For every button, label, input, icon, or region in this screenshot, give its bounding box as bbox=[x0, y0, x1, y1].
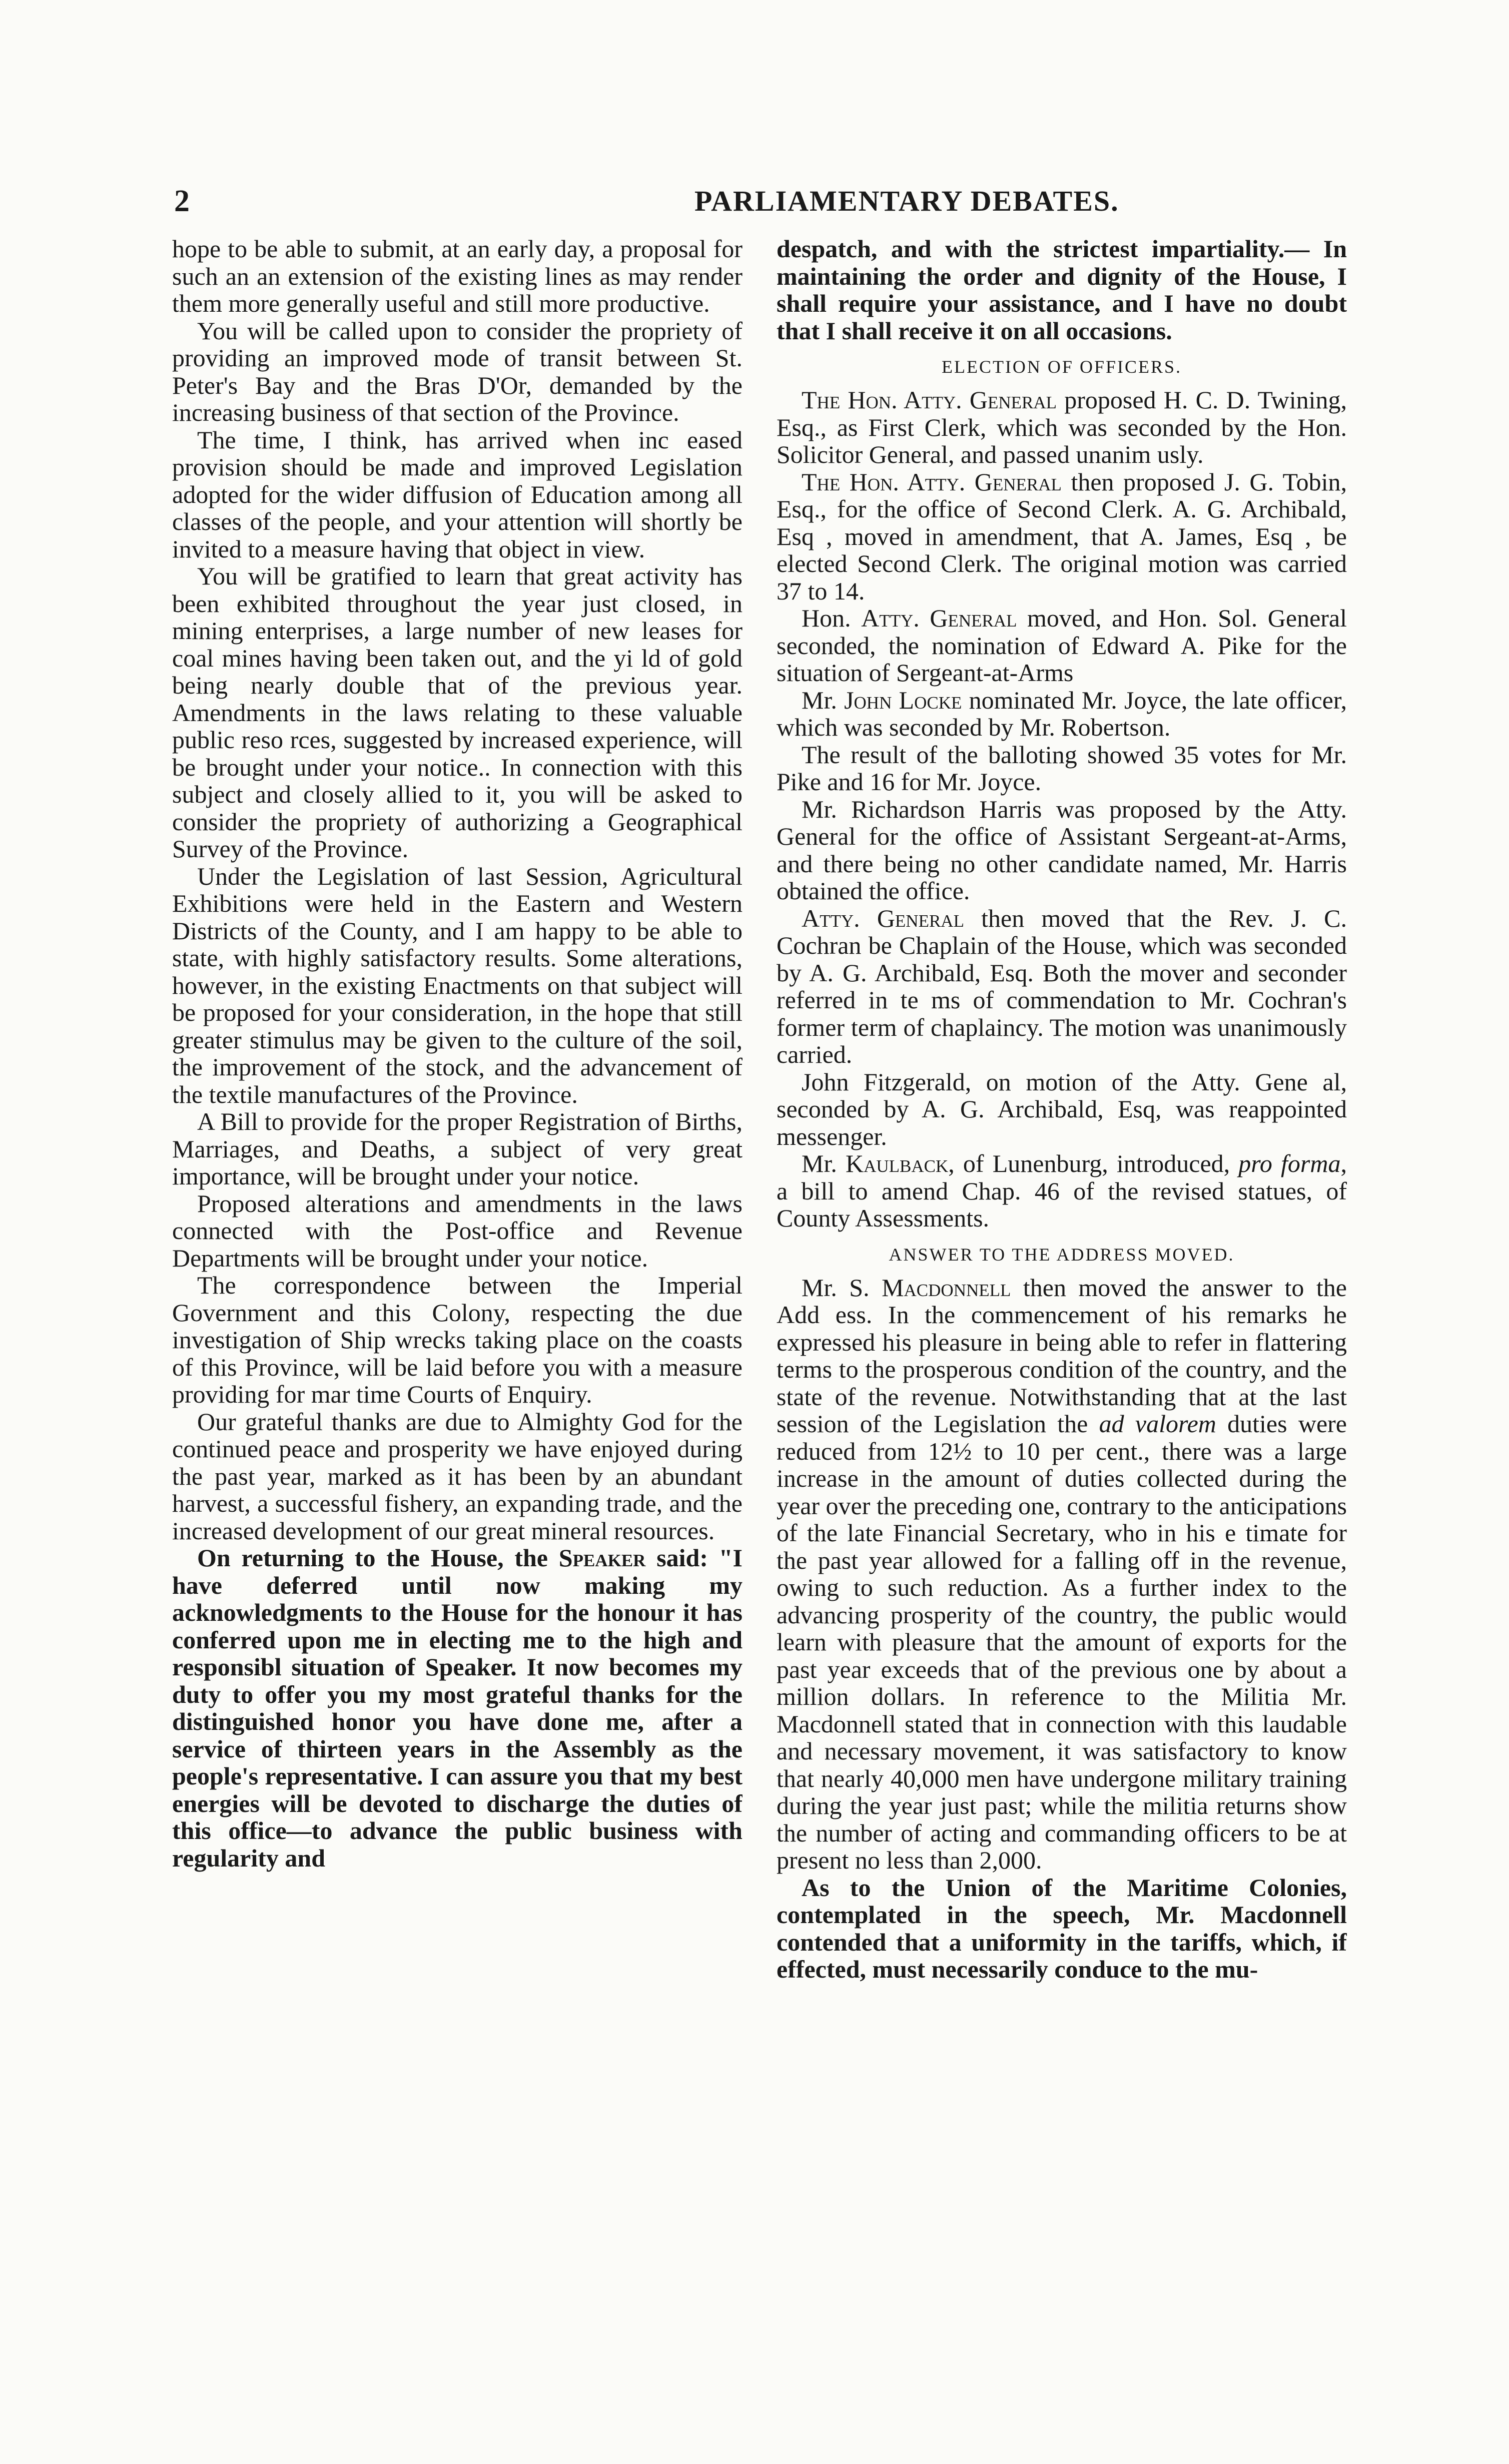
right-column bbox=[777, 235, 1347, 2312]
paragraph-text: Hon. bbox=[802, 604, 862, 632]
italic-term: pro forma bbox=[1238, 1149, 1341, 1177]
speaker-speech: said: "I have deferred until now making my acknowledgments to the House for the honour it has conferred upon me in electing me to the high and responsibl situation of Speaker. It now becomes my duty to offer you my most grateful thanks for the distinguished honor you have done me, after a service of thirteen years in the Assembly as the people's representative. I can assure you that my best energies will be devoted to discharge the duties of this office—to advance the public business with regularity and bbox=[172, 1544, 742, 1872]
speaker-name: The Hon. Atty. General bbox=[802, 386, 1057, 414]
speaker-continuation: despatch, and with the strictest impartiality.— In maintaining the order and dignity of the House, I shall require your assistance, and I have no doubt that I shall receive it on all occasions. bbox=[777, 235, 1347, 345]
paragraph: You will be called upon to consider the propriety of providing an improved mode of transit between St. Peter's Bay and the Bras D'Or, demanded by the increasing business of that section of the Province. bbox=[172, 316, 742, 426]
paragraph-text: Mr. bbox=[802, 686, 845, 714]
paragraph-text: , of Lunenburg, introduced, bbox=[948, 1149, 1239, 1177]
speaker-intro: On returning to the House, the bbox=[197, 1544, 559, 1572]
paragraph: Our grateful thanks are due to Almighty God for the continued peace and prosperity we have enjoyed during the past year, marked as it has been by an abundant harvest, a successful fishery, an expanding trade, and the increased development of our great mineral resources. bbox=[172, 1407, 742, 1545]
left-column bbox=[172, 235, 742, 2312]
paragraph: You will be gratified to learn that great activity has been exhibited throughout the year just closed, in mining enterprises, a large number of new leases for coal mines having been taken out, and the yi ld of gold being nearly double that of the previous year. Amendments in the laws relating to these valuable public reso rces, suggested by increased experience, will be brought under your notice.. In connection with this subject and closely allied to it, you will be asked to consider the propriety of authorizing a Geographical Survey of the Province. bbox=[172, 562, 742, 863]
speaker-name: The Hon. Atty. General bbox=[802, 467, 1062, 496]
section-heading-election: ELECTION OF OFFICERS. bbox=[941, 357, 1182, 377]
paragraph: The time, I think, has arrived when inc eased provision should be made and improved Legislation adopted for the wider diffusion of Education among all classes of the people, and your attention will shortly be invited to a measure having that object in view. bbox=[172, 425, 742, 563]
paragraph: The result of the balloting showed 35 votes for Mr. Pike and 16 for Mr. Joyce. bbox=[777, 740, 1347, 796]
speaker-paragraph bbox=[172, 1544, 742, 1872]
paragraph bbox=[777, 905, 1347, 1068]
paragraph: A Bill to provide for the proper Registration of Births, Marriages, and Deaths, a subject of very great importance, will be brought under your notice. bbox=[172, 1107, 742, 1190]
speaker-name: Atty. General bbox=[802, 904, 964, 932]
paragraph-text: Mr. bbox=[802, 1149, 846, 1177]
paragraph-text: moved, and Hon. Sol. General seconded, the nomination of Edward A. Pike for the situation of Sergeant-at-Arms bbox=[777, 604, 1347, 687]
paragraph bbox=[777, 687, 1347, 741]
paragraph-text: Mr. S. bbox=[802, 1273, 882, 1302]
paragraph: As to the Union of the Maritime Colonies, contemplated in the speech, Mr. Macdonnell contended that a uniformity in the tariffs, which, if effected, must necessarily conduce to the mu- bbox=[777, 1873, 1347, 1983]
paragraph-text: duties were reduced from 12½ to 10 per cent., there was a large increase in the amount of duties collected during the year over the preceding one, contrary to the anticipations of the late Financial Secretary, who in his e timate for the past year allowed for a falling off in the revenue, owing to such reduction. As a further index to the advancing prosperity of the country, the public would learn with pleasure that the amount of exports for the past year exceeds that of the previous one by about a million dollars. In reference to the Militia Mr. Macdonnell stated that in connection with this laudable and necessary movement, it was satisfactory to know that nearly 40,000 men have undergone military training during the year just past; while the militia returns show the number of acting and commanding officers to be at present no less than 2,000. bbox=[777, 1410, 1347, 1874]
section-heading-answer: ANSWER TO THE ADDRESS MOVED. bbox=[889, 1244, 1235, 1265]
paragraph: Proposed alterations and amendments in the laws connected with the Post-office and Revenue Departments will be brought under your notice. bbox=[172, 1189, 742, 1272]
paragraph: Mr. Richardson Harris was proposed by the Atty. General for the office of Assistant Sergeant-at-Arms, and there being no other candidate named, Mr. Harris obtained the office. bbox=[777, 795, 1347, 905]
paragraph: The correspondence between the Imperial Government and this Colony, respecting the due investigation of Ship wrecks taking place on the coasts of this Province, will be laid before you with a measure providing for mar time Courts of Enquiry. bbox=[172, 1271, 742, 1408]
paragraph bbox=[777, 386, 1347, 468]
speaker-name: Macdonnell bbox=[882, 1273, 1011, 1302]
paragraph-text: then proposed J. G. Tobin, Esq., for the office of Second Clerk. A. G. Archibald, Esq , moved in amendment, that A. James, Esq , be elected Second Clerk. The original motion was carried 37 to 14. bbox=[777, 467, 1347, 605]
speaker-name: Kaulback bbox=[846, 1149, 949, 1177]
speaker-name: Speaker bbox=[558, 1544, 646, 1572]
italic-term: ad valorem bbox=[1099, 1410, 1216, 1438]
paragraph-text: , a bill to amend Chap. 46 of the revised statues, of County Assessments. bbox=[777, 1149, 1347, 1232]
paragraph bbox=[777, 468, 1347, 605]
paragraph: John Fitzgerald, on motion of the Atty. Gene al, seconded by A. G. Archibald, Esq, was reappointed messenger. bbox=[777, 1067, 1347, 1150]
page-number: 2 bbox=[174, 184, 190, 218]
paragraph-text: nominated Mr. Joyce, the late officer, which was seconded by Mr. Robertson. bbox=[777, 686, 1347, 741]
paragraph-text: then moved that the Rev. J. C. Cochran be Chaplain of the House, which was seconded by A. G. Archibald, Esq. Both the mover and seconder referred in te ms of commendation to Mr. Cochran's former term of chaplaincy. The motion was unanimously carried. bbox=[777, 904, 1347, 1068]
speaker-name: John Locke bbox=[844, 686, 962, 714]
paragraph-text: then moved the answer to the Add ess. In the commencement of his remarks he expressed his pleasure in being able to refer in flattering terms to the prosperous condition of the country, and the state of the revenue. Notwithstanding that at the last session of the Legislation the bbox=[777, 1273, 1347, 1438]
running-title: PARLIAMENTARY DEBATES. bbox=[694, 185, 1119, 217]
paragraph bbox=[777, 1274, 1347, 1874]
paragraph bbox=[777, 604, 1347, 687]
speaker-name: Atty. General bbox=[861, 604, 1017, 632]
paragraph bbox=[777, 1150, 1347, 1232]
paragraph: Under the Legislation of last Session, Agricultural Exhibitions were held in the Eastern and Western Districts of the County, and I am happy to be able to state, with highly satisfactory results. Some alterations, however, in the existing Enactments on that subject will be proposed for your consideration, in the hope that still greater stimulus may be given to the culture of the soil, the improvement of the stock, and the advancement of the textile manufactures of the Province. bbox=[172, 862, 742, 1108]
paragraph-text: proposed H. C. D. Twining, Esq., as First Clerk, which was seconded by the Hon. Solicitor General, and passed unanim usly. bbox=[777, 386, 1347, 468]
page-header bbox=[174, 176, 1299, 236]
paragraph: hope to be able to submit, at an early day, a proposal for such an an extension of the existing lines as may render them more generally useful and still more productive. bbox=[172, 235, 742, 317]
